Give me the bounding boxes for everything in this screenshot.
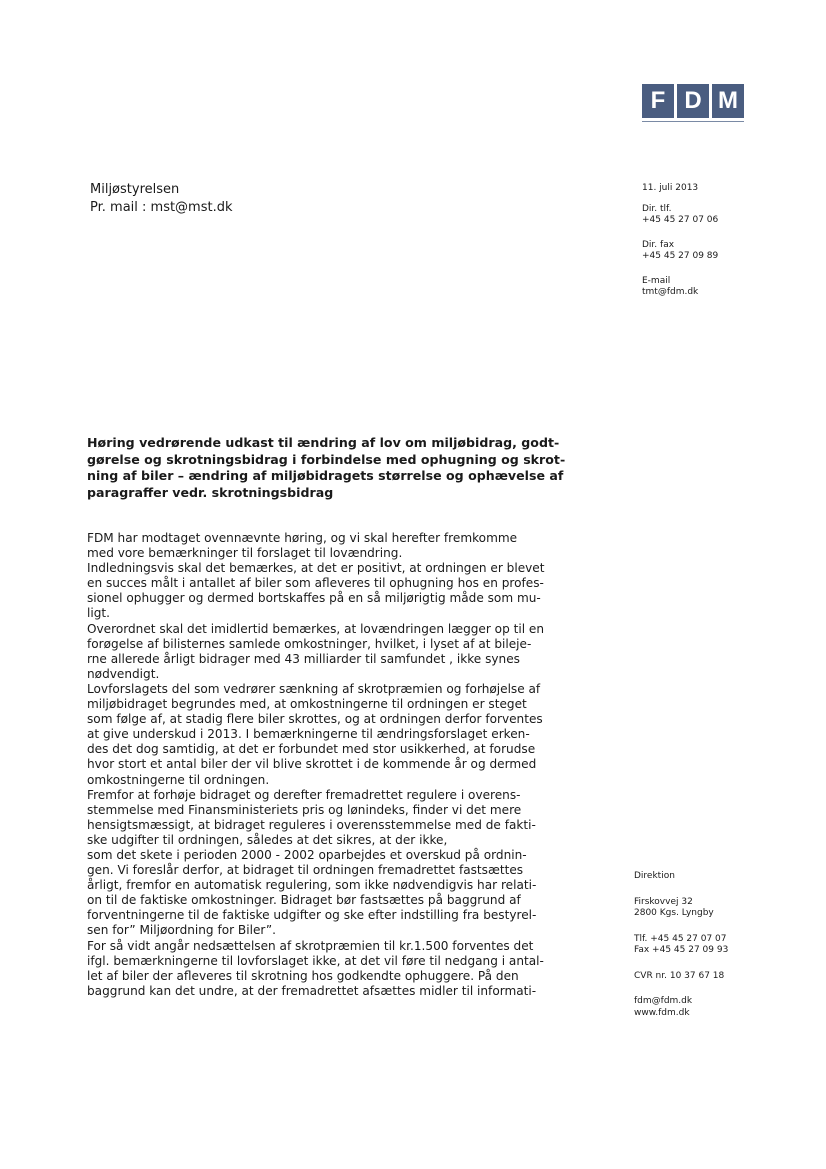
company-footer xyxy=(634,871,814,1033)
footer-street: Firskovvej 32 xyxy=(634,896,693,907)
body-line: nødvendigt. xyxy=(87,666,160,681)
body-line: sen for” Miljøordning for Biler”. xyxy=(87,923,276,938)
footer-title: Direktion xyxy=(634,871,675,881)
recipient-block xyxy=(90,181,233,217)
logo-letter-d: D xyxy=(677,84,709,118)
letter-body xyxy=(87,531,607,999)
body-line: rne allerede årligt bidrager med 43 milliarder til samfundet , ikke synes xyxy=(87,651,520,666)
dir-tlf-value: +45 45 27 07 06 xyxy=(642,215,719,225)
footer-city: 2800 Kgs. Lyngby xyxy=(634,908,714,918)
body-line: miljøbidraget begrundes med, at omkostningerne til ordningen er steget xyxy=(87,697,527,712)
logo-letter-f: F xyxy=(642,84,674,118)
dir-tlf-label: Dir. tlf. xyxy=(642,203,672,214)
body-line: årligt, fremfor en automatisk regulering, som ikke nødvendigvis har relati- xyxy=(87,878,537,893)
subject-heading xyxy=(87,435,607,501)
body-line: ifgl. bemærkningerne til lovforslaget ikke, at det vil føre til nedgang i antal- xyxy=(87,953,544,968)
letter-date: 11. juli 2013 xyxy=(642,183,699,193)
footer-email: fdm@fdm.dk xyxy=(634,996,693,1006)
body-line: Indledningsvis skal det bemærkes, at det er positivt, at ordningen er blevet xyxy=(87,561,545,576)
body-line: hensigtsmæssigt, at bidraget reguleres i overensstemmelse med de fakti- xyxy=(87,817,536,832)
body-line: sionel ophugger og dermed bortskaffes på en så miljørigtig måde som mu- xyxy=(87,591,541,606)
sender-meta xyxy=(642,183,812,312)
body-line: For så vidt angår nedsættelsen af skrotpræmien til kr.1.500 forventes det xyxy=(87,938,534,953)
body-line: forventningerne til de faktiske udgifter og ske efter indstilling fra bestyrel- xyxy=(87,908,537,923)
subject-line: ning af biler – ændring af miljøbidragets størrelse og ophævelse af xyxy=(87,468,564,483)
body-line: FDM har modtaget ovennævnte høring, og vi skal herefter fremkomme xyxy=(87,531,518,545)
recipient-mail: Pr. mail : mst@mst.dk xyxy=(90,200,233,215)
body-line: Lovforslagets del som vedrører sænkning af skrotpræmien og forhøjelse af xyxy=(87,681,541,696)
body-line: som følge af, at stadig flere biler skrottes, og at ordningen derfor forventes xyxy=(87,712,543,727)
dir-fax-value: +45 45 27 09 89 xyxy=(642,251,719,261)
body-line: des det dog samtidig, at det er forbundet med stor usikkerhed, at forudse xyxy=(87,742,536,757)
body-line: omkostningerne til ordningen. xyxy=(87,772,270,787)
body-line: gen. Vi foreslår derfor, at bidraget til ordningen fremadrettet fastsættes xyxy=(87,863,524,878)
body-line: Fremfor at forhøje bidraget og derefter fremadrettet regulere i overens- xyxy=(87,787,521,802)
logo-letter-m: M xyxy=(712,84,744,118)
body-line: som det skete i perioden 2000 - 2002 oparbejdes et overskud på ordnin- xyxy=(87,847,527,862)
body-line: let af biler der afleveres til skrotning hos godkendte ophuggere. På den xyxy=(87,968,519,983)
body-line: forøgelse af bilisternes samlede omkostninger, hvilket, i lyset af at bileje- xyxy=(87,636,532,651)
footer-tlf: Tlf. +45 45 27 07 07 xyxy=(634,933,727,944)
footer-fax: Fax +45 45 27 09 93 xyxy=(634,945,729,955)
footer-cvr: CVR nr. 10 37 67 18 xyxy=(634,970,725,981)
body-line: ligt. xyxy=(87,606,110,621)
body-line: en succes målt i antallet af biler som afleveres til ophugning hos en profes- xyxy=(87,576,544,591)
fdm-logo xyxy=(642,84,744,118)
body-line: on til de faktiske omkostninger. Bidraget bør fastsættes på baggrund af xyxy=(87,893,521,908)
dir-fax-label: Dir. fax xyxy=(642,239,675,250)
subject-line: gørelse og skrotningsbidrag i forbindelse med ophugning og skrot- xyxy=(87,451,566,467)
body-line: baggrund kan det undre, at der fremadrettet afsættes midler til informati- xyxy=(87,983,537,998)
body-line: ske udgifter til ordningen, således at det sikres, at der ikke, xyxy=(87,832,448,847)
body-line: hvor stort et antal biler der vil blive skrottet i de kommende år og dermed xyxy=(87,757,537,772)
logo-underline xyxy=(642,121,744,122)
body-line: med vore bemærkninger til forslaget til lovændring. xyxy=(87,546,403,561)
body-line: stemmelse med Finansministeriets pris og lønindeks, finder vi det mere xyxy=(87,802,522,817)
subject-line: Høring vedrørende udkast til ændring af lov om miljøbidrag, godt- xyxy=(87,435,560,450)
subject-line: paragraffer vedr. skrotningsbidrag xyxy=(87,484,334,500)
email-label: E-mail xyxy=(642,275,671,286)
footer-web: www.fdm.dk xyxy=(634,1007,690,1018)
body-line: at give underskud i 2013. I bemærkningerne til ændringsforslaget erken- xyxy=(87,727,530,742)
body-line: Overordnet skal det imidlertid bemærkes, at lovændringen lægger op til en xyxy=(87,621,545,636)
email-value: tmt@fdm.dk xyxy=(642,287,699,297)
recipient-name: Miljøstyrelsen xyxy=(90,182,180,197)
